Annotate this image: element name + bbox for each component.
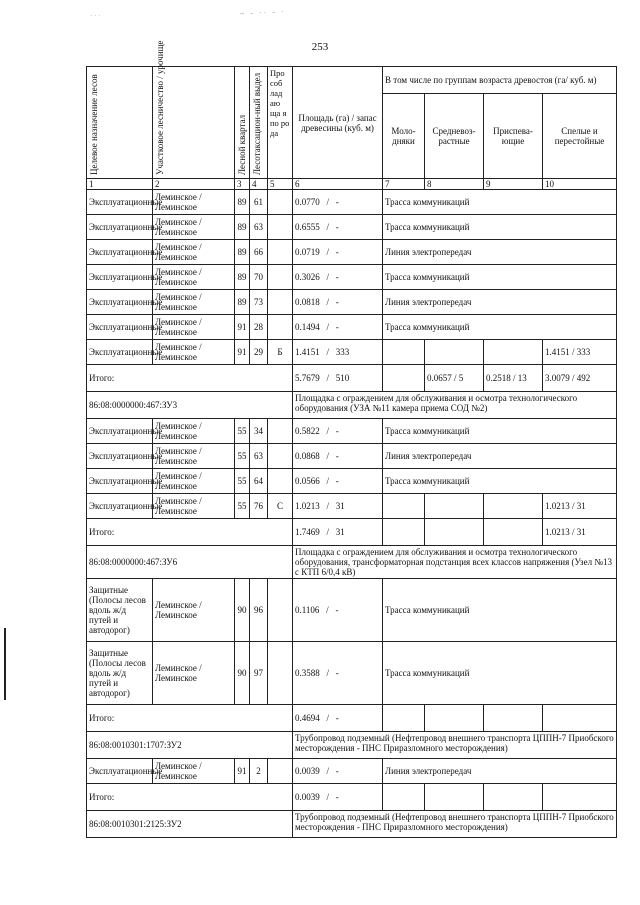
column-number: 4	[250, 179, 268, 190]
poroda-cell	[268, 469, 293, 494]
area-value: 1.0213	[295, 501, 320, 511]
header-age-groups: В том числе по группам возраста древостоя (га/ куб. м)	[383, 67, 617, 94]
total-label: Итого:	[87, 519, 293, 546]
total-middle	[425, 784, 484, 811]
total-ripening: 0.2518 / 13	[484, 365, 543, 392]
slash-separator: /	[319, 792, 336, 802]
forestry-cell: Леминское / Леминское	[153, 340, 235, 365]
area-stock-cell	[293, 240, 383, 265]
forestry-cell: Леминское / Леминское	[153, 265, 235, 290]
poroda-cell	[268, 215, 293, 240]
section-description: Площадка с ограждением для обслуживания и осмотра технологического оборудования, трансформаторная подстанция всех классов напряжения (Узел №13 с КТП 6/0,4 кВ)	[293, 546, 617, 579]
purpose-cell: Эксплуатационные	[87, 290, 153, 315]
poroda-cell	[268, 265, 293, 290]
kvartal-cell: 55	[235, 419, 250, 444]
age-young-cell	[383, 494, 425, 519]
vydel-cell: 61	[250, 190, 268, 215]
total-row	[87, 705, 617, 732]
table-row	[87, 444, 617, 469]
section-description: Трубопровод подземный (Нефтепровод внешнего транспорта ЦППН-7 Приобского месторождения - ПНС Приразломного месторождения)	[293, 811, 617, 838]
forestry-cell: Леминское / Леминское	[153, 759, 235, 784]
area-value: 0.4694	[295, 713, 320, 723]
vydel-cell: 2	[250, 759, 268, 784]
cadastral-number: 86:08:0010301:2125:ЗУ2	[87, 811, 293, 838]
total-label: Итого:	[87, 705, 293, 732]
stock-value: -	[335, 713, 339, 723]
cadastral-number: 86:08:0010301:1707:ЗУ2	[87, 732, 293, 759]
age-mature-cell: 1.4151 / 333	[543, 340, 617, 365]
purpose-cell: Эксплуатационные	[87, 215, 153, 240]
forestry-cell: Леминское / Леминское	[153, 240, 235, 265]
stock-value: -	[335, 322, 339, 332]
kvartal-cell: 90	[235, 579, 250, 642]
stock-value: -	[335, 766, 339, 776]
area-stock-cell	[293, 519, 383, 546]
stock-value: 333	[335, 347, 350, 357]
area-value: 0.1494	[295, 322, 320, 332]
section-description: Площадка с ограждением для обслуживания и осмотра технологического оборудования (УЗА №11 камера приема СОД №2)	[293, 392, 617, 419]
table-row	[87, 265, 617, 290]
purpose-cell: Эксплуатационные	[87, 444, 153, 469]
table-row	[87, 340, 617, 365]
area-value: 0.0818	[295, 297, 320, 307]
vydel-cell: 76	[250, 494, 268, 519]
purpose-note: Линия электропередач	[383, 759, 617, 784]
slash-separator: /	[319, 476, 336, 486]
column-number: 9	[484, 179, 543, 190]
vydel-cell: 73	[250, 290, 268, 315]
stock-value: 31	[335, 527, 345, 537]
stock-value: -	[335, 451, 339, 461]
area-value: 0.0566	[295, 476, 320, 486]
poroda-cell	[268, 240, 293, 265]
kvartal-cell: 89	[235, 215, 250, 240]
area-stock-cell	[293, 579, 383, 642]
stock-value: -	[335, 792, 339, 802]
kvartal-cell: 91	[235, 340, 250, 365]
purpose-note: Трасса коммуникаций	[383, 579, 617, 642]
poroda-cell: Б	[268, 340, 293, 365]
slash-separator: /	[319, 668, 336, 678]
purpose-cell: Эксплуатационные	[87, 759, 153, 784]
column-number: 6	[293, 179, 383, 190]
poroda-cell	[268, 190, 293, 215]
slash-separator: /	[319, 322, 336, 332]
page-number: 253	[311, 41, 329, 53]
slash-separator: /	[319, 272, 336, 282]
total-ripening	[484, 705, 543, 732]
forestry-cell: Леминское / Леминское	[153, 215, 235, 240]
column-numbers-row	[87, 179, 617, 190]
area-value: 0.0770	[295, 197, 320, 207]
purpose-cell: Эксплуатационные	[87, 240, 153, 265]
header-vydel: Лесотаксацион-ный выдел	[250, 67, 268, 179]
kvartal-cell: 55	[235, 494, 250, 519]
kvartal-cell: 55	[235, 469, 250, 494]
forestry-cell: Леминское / Леминское	[153, 469, 235, 494]
scan-speck: ~ - ·· - ·	[239, 6, 286, 19]
table-row	[87, 290, 617, 315]
vydel-cell: 64	[250, 469, 268, 494]
header-row	[87, 67, 617, 94]
purpose-note: Трасса коммуникаций	[383, 469, 617, 494]
age-mature-cell: 1.0213 / 31	[543, 494, 617, 519]
purpose-note: Трасса коммуникаций	[383, 215, 617, 240]
age-middle-cell	[425, 340, 484, 365]
area-stock-cell	[293, 705, 383, 732]
cadastral-number: 86:08:0000000:467:ЗУ3	[87, 392, 293, 419]
total-mature	[543, 705, 617, 732]
area-value: 1.7469	[295, 527, 320, 537]
area-stock-cell	[293, 784, 383, 811]
table-row	[87, 759, 617, 784]
total-middle: 0.0657 / 5	[425, 365, 484, 392]
slash-separator: /	[319, 222, 336, 232]
kvartal-cell: 89	[235, 190, 250, 215]
area-stock-cell	[293, 419, 383, 444]
area-value: 0.0039	[295, 792, 320, 802]
slash-separator: /	[319, 373, 336, 383]
slash-separator: /	[319, 766, 336, 776]
age-young-cell	[383, 340, 425, 365]
vydel-cell: 96	[250, 579, 268, 642]
slash-separator: /	[319, 197, 336, 207]
area-stock-cell	[293, 265, 383, 290]
total-young	[383, 365, 425, 392]
total-middle	[425, 519, 484, 546]
poroda-cell	[268, 290, 293, 315]
header-poroda: Про соб лад аю ща я по ро да	[268, 67, 293, 179]
stock-value: -	[335, 272, 339, 282]
purpose-note: Трасса коммуникаций	[383, 419, 617, 444]
vydel-cell: 34	[250, 419, 268, 444]
forestry-cell: Леминское / Леминское	[153, 315, 235, 340]
cadastral-number: 86:08:0000000:467:ЗУ6	[87, 546, 293, 579]
total-row	[87, 365, 617, 392]
header-area: Площадь (га) / запас древесины (куб. м)	[293, 67, 383, 179]
purpose-note: Трасса коммуникаций	[383, 190, 617, 215]
scan-speck: · · ·	[90, 12, 101, 20]
purpose-cell: Защитные (Полосы лесов вдоль ж/д путей и автодорог)	[87, 579, 153, 642]
area-stock-cell	[293, 215, 383, 240]
table-row	[87, 494, 617, 519]
slash-separator: /	[319, 527, 336, 537]
slash-separator: /	[319, 247, 336, 257]
column-number: 10	[543, 179, 617, 190]
area-stock-cell	[293, 340, 383, 365]
area-value: 0.1106	[295, 605, 320, 615]
purpose-cell: Эксплуатационные	[87, 469, 153, 494]
slash-separator: /	[319, 451, 336, 461]
section-header-row	[87, 546, 617, 579]
poroda-cell	[268, 444, 293, 469]
purpose-cell: Эксплуатационные	[87, 494, 153, 519]
total-mature: 3.0079 / 492	[543, 365, 617, 392]
stock-value: -	[335, 197, 339, 207]
vydel-cell: 70	[250, 265, 268, 290]
purpose-note: Линия электропередач	[383, 290, 617, 315]
total-young	[383, 705, 425, 732]
total-young	[383, 519, 425, 546]
section-description: Трубопровод подземный (Нефтепровод внешнего транспорта ЦППН-7 Приобского месторождения - ПНС Приразломного месторождения)	[293, 732, 617, 759]
header-forestry: Участковое лесничество / урочище	[153, 67, 235, 179]
section-header-row	[87, 811, 617, 838]
area-value: 0.0868	[295, 451, 320, 461]
age-middle-cell	[425, 494, 484, 519]
total-row	[87, 784, 617, 811]
area-value: 0.0039	[295, 766, 320, 776]
area-value: 5.7679	[295, 373, 320, 383]
column-number: 8	[425, 179, 484, 190]
forestry-cell: Леминское / Леминское	[153, 444, 235, 469]
forestry-cell: Леминское / Леминское	[153, 642, 235, 705]
area-value: 1.4151	[295, 347, 320, 357]
stock-value: -	[335, 247, 339, 257]
forestry-cell: Леминское / Леминское	[153, 494, 235, 519]
area-stock-cell	[293, 494, 383, 519]
table-row	[87, 240, 617, 265]
vydel-cell: 66	[250, 240, 268, 265]
total-row	[87, 519, 617, 546]
purpose-cell: Эксплуатационные	[87, 190, 153, 215]
area-stock-cell	[293, 190, 383, 215]
kvartal-cell: 91	[235, 759, 250, 784]
purpose-note: Трасса коммуникаций	[383, 265, 617, 290]
kvartal-cell: 89	[235, 265, 250, 290]
stock-value: 31	[335, 501, 345, 511]
stock-value: -	[335, 222, 339, 232]
table-row	[87, 215, 617, 240]
table-row	[87, 190, 617, 215]
table-row	[87, 642, 617, 705]
forestry-cell: Леминское / Леминское	[153, 290, 235, 315]
total-label: Итого:	[87, 365, 293, 392]
area-value: 0.5822	[295, 426, 320, 436]
total-label: Итого:	[87, 784, 293, 811]
purpose-cell: Эксплуатационные	[87, 419, 153, 444]
total-young	[383, 784, 425, 811]
scan-edge-mark	[4, 628, 6, 700]
area-stock-cell	[293, 365, 383, 392]
area-stock-cell	[293, 315, 383, 340]
vydel-cell: 28	[250, 315, 268, 340]
purpose-cell: Эксплуатационные	[87, 265, 153, 290]
forestry-cell: Леминское / Леминское	[153, 419, 235, 444]
total-mature: 1.0213 / 31	[543, 519, 617, 546]
section-header-row	[87, 732, 617, 759]
table-row	[87, 579, 617, 642]
table-row	[87, 315, 617, 340]
area-value: 0.0719	[295, 247, 320, 257]
column-number: 2	[153, 179, 235, 190]
header-purpose: Целевое назначение лесов	[87, 67, 153, 179]
poroda-cell: С	[268, 494, 293, 519]
header-kvartal: Лесной квартал	[235, 67, 250, 179]
slash-separator: /	[319, 605, 336, 615]
column-number: 1	[87, 179, 153, 190]
forestry-cell: Леминское / Леминское	[153, 190, 235, 215]
poroda-cell	[268, 759, 293, 784]
column-number: 7	[383, 179, 425, 190]
kvartal-cell: 89	[235, 290, 250, 315]
slash-separator: /	[319, 713, 336, 723]
area-stock-cell	[293, 469, 383, 494]
column-number: 3	[235, 179, 250, 190]
stock-value: -	[335, 476, 339, 486]
section-header-row	[87, 392, 617, 419]
stock-value: -	[335, 426, 339, 436]
purpose-cell: Защитные (Полосы лесов вдоль ж/д путей и автодорог)	[87, 642, 153, 705]
forestry-cell: Леминское / Леминское	[153, 579, 235, 642]
table-row	[87, 419, 617, 444]
area-stock-cell	[293, 444, 383, 469]
purpose-note: Трасса коммуникаций	[383, 642, 617, 705]
area-value: 0.3026	[295, 272, 320, 282]
area-value: 0.6555	[295, 222, 320, 232]
purpose-note: Трасса коммуникаций	[383, 315, 617, 340]
age-ripening-cell	[484, 494, 543, 519]
purpose-cell: Эксплуатационные	[87, 340, 153, 365]
stock-value: 510	[335, 373, 350, 383]
header-middle: Средневоз-растные	[425, 94, 484, 179]
slash-separator: /	[319, 297, 336, 307]
total-middle	[425, 705, 484, 732]
slash-separator: /	[319, 501, 336, 511]
purpose-cell: Эксплуатационные	[87, 315, 153, 340]
area-value: 0.3588	[295, 668, 320, 678]
slash-separator: /	[319, 347, 336, 357]
area-stock-cell	[293, 290, 383, 315]
area-stock-cell	[293, 759, 383, 784]
stock-value: -	[335, 668, 339, 678]
vydel-cell: 29	[250, 340, 268, 365]
purpose-note: Линия электропередач	[383, 444, 617, 469]
header-young: Моло-дняки	[383, 94, 425, 179]
stock-value: -	[335, 605, 339, 615]
kvartal-cell: 90	[235, 642, 250, 705]
total-ripening	[484, 519, 543, 546]
vydel-cell: 63	[250, 444, 268, 469]
purpose-note: Линия электропередач	[383, 240, 617, 265]
poroda-cell	[268, 579, 293, 642]
kvartal-cell: 91	[235, 315, 250, 340]
poroda-cell	[268, 315, 293, 340]
slash-separator: /	[319, 426, 336, 436]
table-row	[87, 469, 617, 494]
poroda-cell	[268, 642, 293, 705]
column-number: 5	[268, 179, 293, 190]
poroda-cell	[268, 419, 293, 444]
stock-value: -	[335, 297, 339, 307]
kvartal-cell: 89	[235, 240, 250, 265]
header-ripening: Приспева-ющие	[484, 94, 543, 179]
kvartal-cell: 55	[235, 444, 250, 469]
vydel-cell: 63	[250, 215, 268, 240]
age-ripening-cell	[484, 340, 543, 365]
area-stock-cell	[293, 642, 383, 705]
header-mature: Спелые и перестойные	[543, 94, 617, 179]
total-ripening	[484, 784, 543, 811]
total-mature	[543, 784, 617, 811]
vydel-cell: 97	[250, 642, 268, 705]
